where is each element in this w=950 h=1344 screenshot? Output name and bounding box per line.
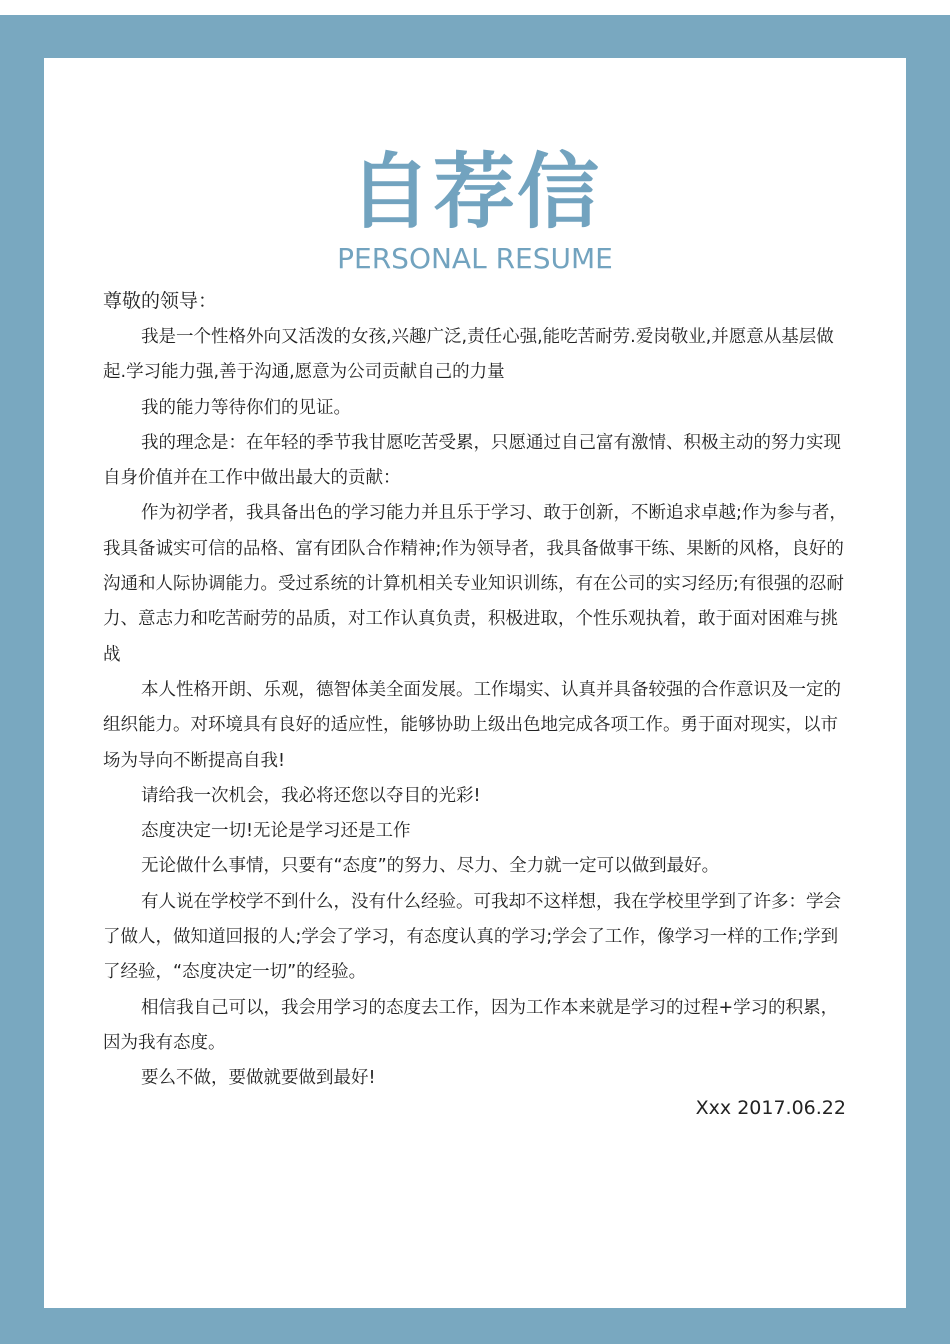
salutation: 尊敬的领导： — [103, 290, 218, 312]
paragraph: 我是一个性格外向又活泼的女孩,兴趣广泛,责任心强,能吃苦耐劳.爱岗敬业,并愿意从基层做起.学习能力强,善于沟通,愿意为公司贡献自己的力量 — [103, 327, 834, 383]
paragraph: 作为初学者，我具备出色的学习能力并且乐于学习、敢于创新，不断追求卓越;作为参与者，我具备诚实可信的品格、富有团队合作精神;作为领导者，我具备做事干练、果断的风格，良好的沟通和人际协调能力。受过系统的计算机相关专业知识训练，有在公司的实习经历;有很强的忍耐力、意志力和吃苦耐劳的品质，对工作认真负责，积极进取，个性乐观执着，敢于面对困难与挑战 — [103, 503, 847, 665]
paragraph: 相信我自己可以，我会用学习的态度去工作，因为工作本来就是学习的过程+学习的积累，因为我有态度。 — [103, 997, 839, 1053]
letter-subtitle: PERSONAL RESUME — [337, 242, 613, 275]
letter-title: 自荐信 — [348, 145, 601, 240]
paragraph: 要么不做，要做就要做到最好! — [141, 1068, 376, 1089]
signature-date: Xxx 2017.06.22 — [695, 1097, 846, 1119]
paragraph: 有人说在学校学不到什么，没有什么经验。可我却不这样想，我在学校里学到了许多：学会了做人，做知道回报的人;学会了学习，有态度认真的学习;学会了工作，像学习一样的工作;学到了经验，“态度决定一切”的经验。 — [103, 891, 841, 983]
paragraph: 态度决定一切!无论是学习还是工作 — [141, 821, 411, 842]
paragraph: 无论做什么事情，只要有“态度”的努力、尽力、全力就一定可以做到最好。 — [141, 856, 720, 877]
letter-body — [103, 320, 853, 1097]
paragraph: 我的能力等待你们的见证。 — [141, 397, 351, 418]
paragraph: 本人性格开朗、乐观，德智体美全面发展。工作塌实、认真并具备较强的合作意识及一定的组织能力。对环境具有良好的适应性，能够协助上级出色地完成各项工作。勇于面对现实，以市场为导向不断提高自我! — [103, 679, 841, 771]
paragraph: 请给我一次机会，我必将还您以夺目的光彩! — [141, 785, 481, 806]
paragraph: 我的理念是：在年轻的季节我甘愿吃苦受累，只愿通过自己富有激情、积极主动的努力实现自身价值并在工作中做出最大的贡献： — [103, 432, 841, 489]
